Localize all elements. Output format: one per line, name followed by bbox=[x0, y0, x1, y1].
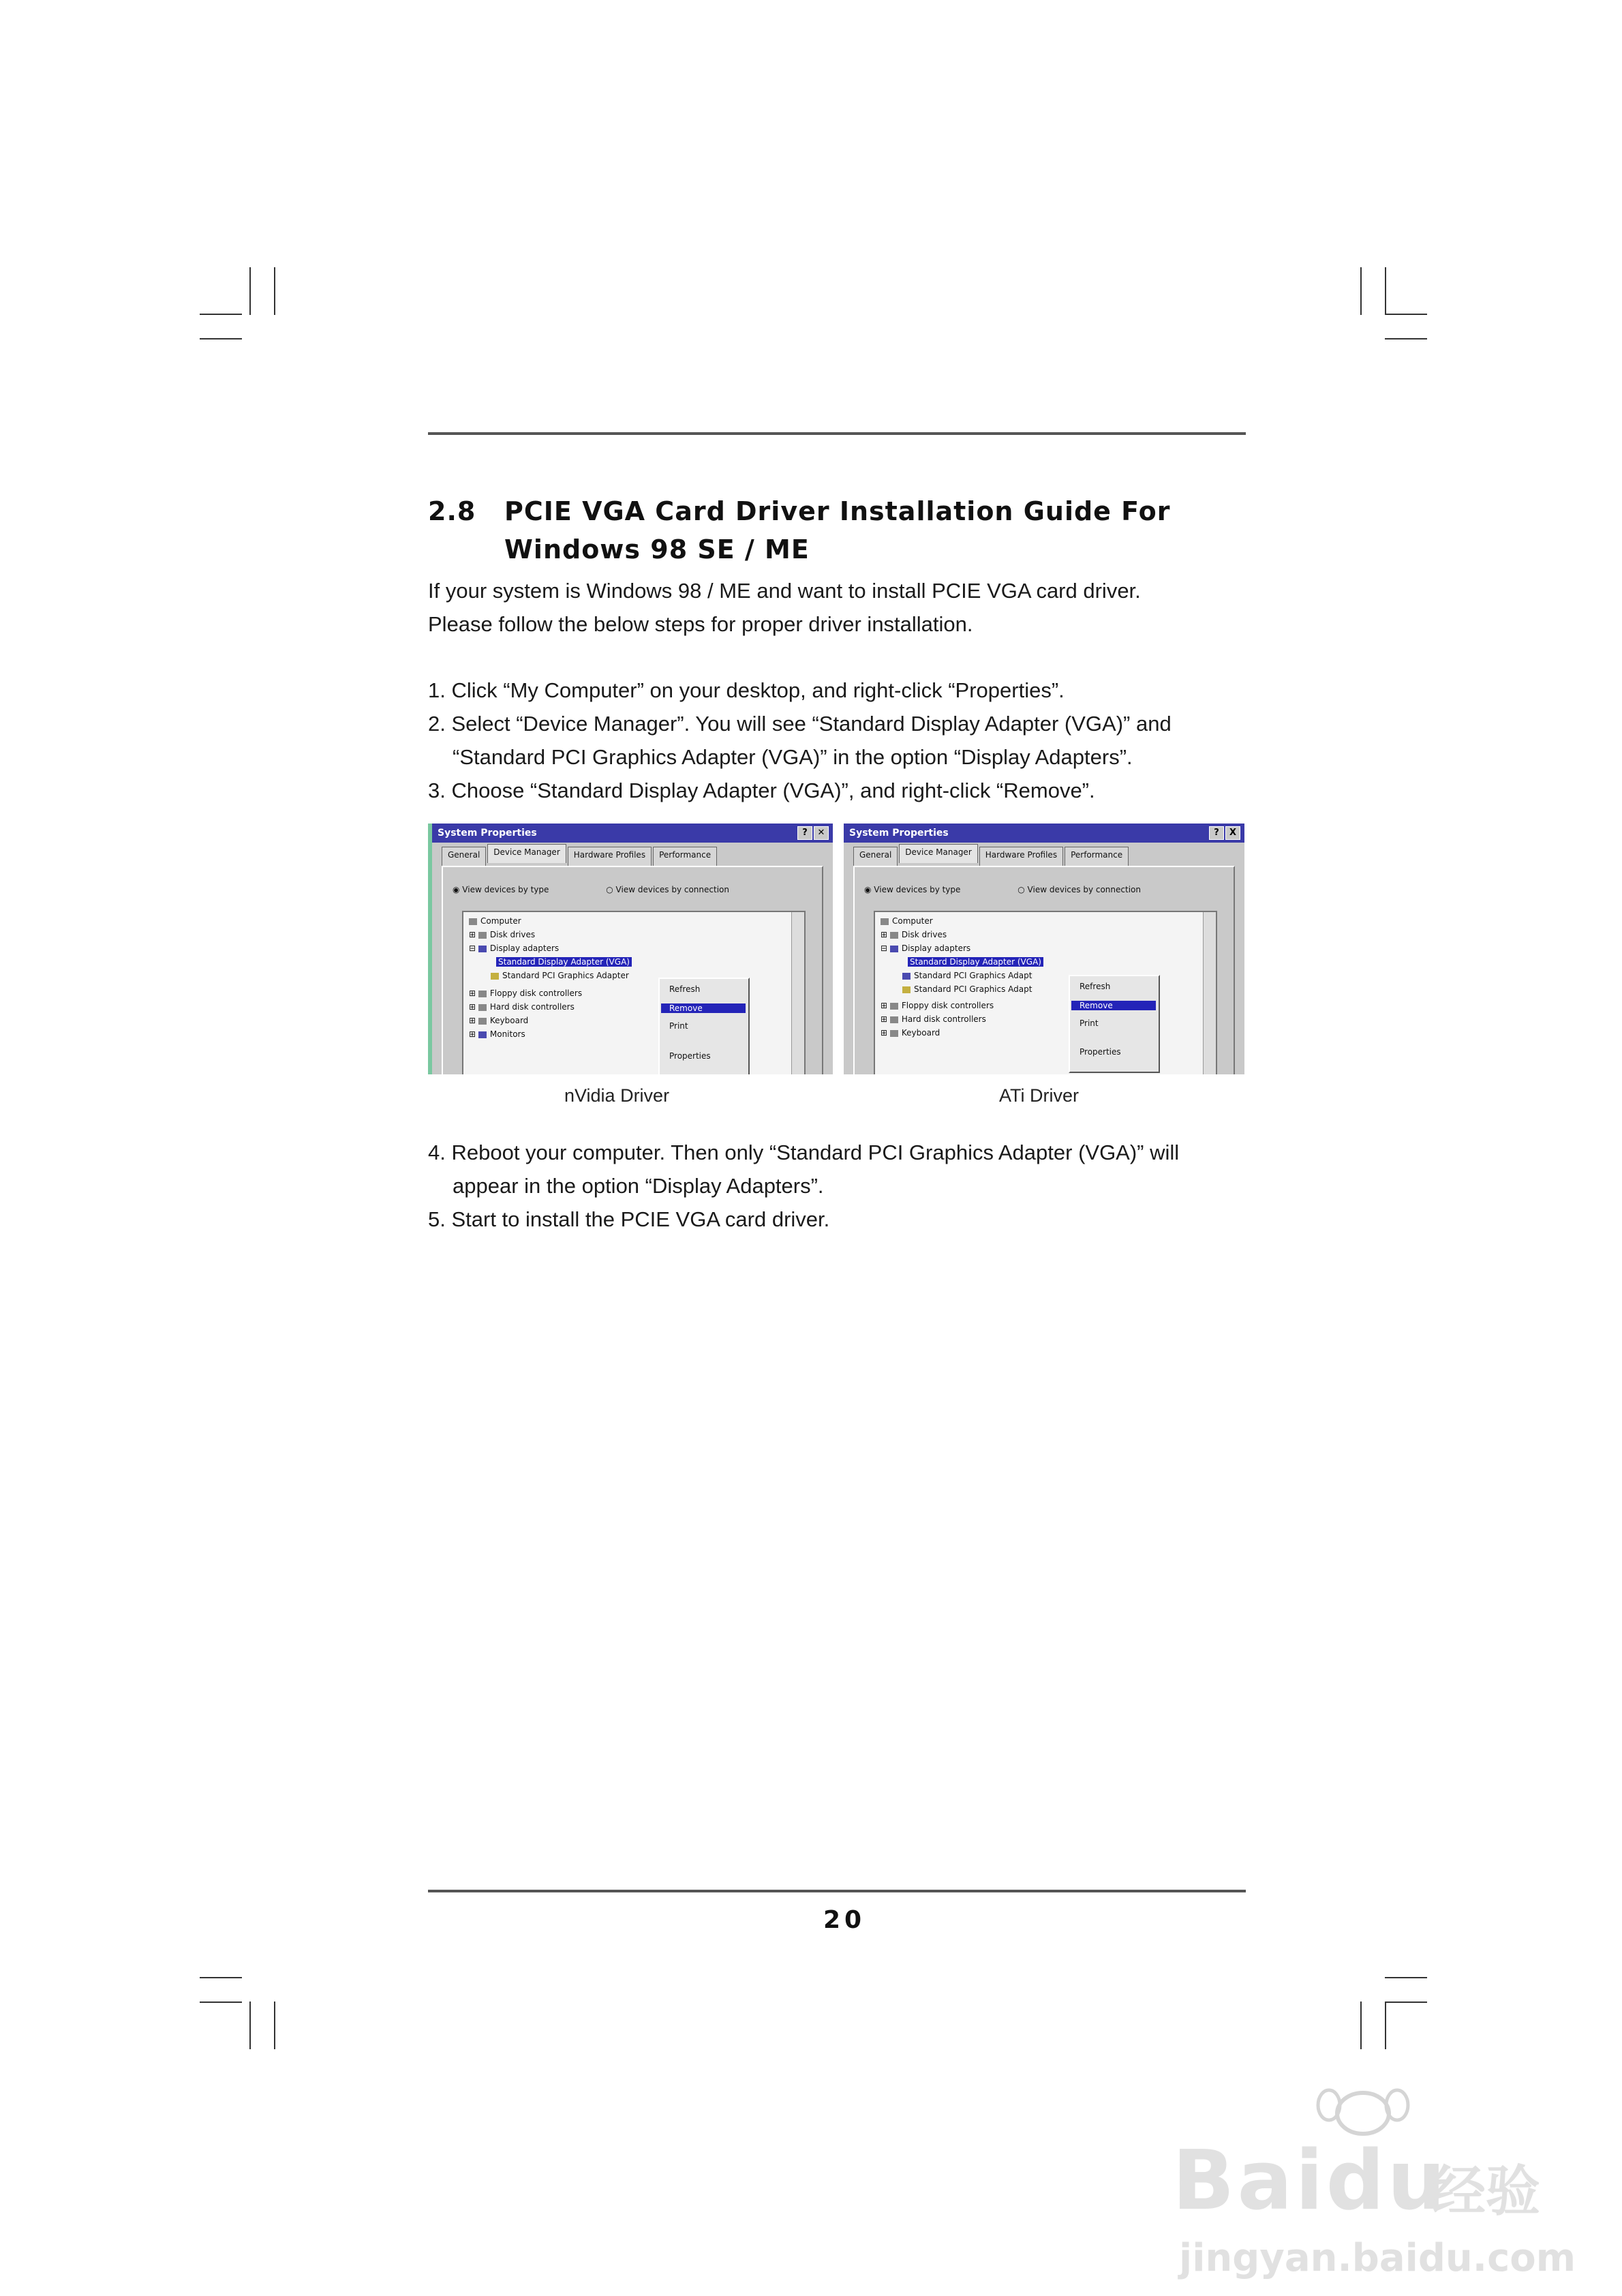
radio-by-connection[interactable]: ○ View devices by connection bbox=[1017, 885, 1141, 894]
computer-icon bbox=[881, 918, 889, 925]
section-heading bbox=[428, 492, 1170, 569]
disk-icon bbox=[478, 932, 487, 939]
menu-print[interactable]: Print bbox=[1080, 1018, 1099, 1028]
monitor-icon bbox=[478, 1031, 487, 1038]
window-title: System Properties bbox=[438, 828, 537, 839]
floppy-icon bbox=[890, 1003, 898, 1010]
crop-mark bbox=[1385, 2002, 1386, 2049]
watermark-brand: Baidu bbox=[1172, 2134, 1448, 2229]
window-titlebar bbox=[844, 824, 1244, 843]
watermark-cn: 经验 bbox=[1431, 2160, 1540, 2223]
scrollbar[interactable] bbox=[791, 912, 804, 1074]
screenshot-ati bbox=[844, 824, 1244, 1074]
view-radios bbox=[864, 885, 1195, 894]
tab-device-manager[interactable]: Device Manager bbox=[899, 844, 977, 863]
window-titlebar bbox=[432, 824, 833, 843]
footer-rule bbox=[428, 1890, 1246, 1892]
steps-list bbox=[428, 674, 1172, 807]
crop-mark bbox=[1360, 267, 1362, 315]
tree-item[interactable]: Computer bbox=[881, 916, 933, 926]
view-radios bbox=[453, 885, 784, 894]
tab-hardware-profiles[interactable]: Hardware Profiles bbox=[568, 847, 652, 866]
steps-list-continued bbox=[428, 1136, 1179, 1236]
crop-mark bbox=[200, 1977, 242, 1978]
menu-refresh[interactable]: Refresh bbox=[669, 984, 701, 994]
screenshot-nvidia bbox=[428, 824, 833, 1074]
close-button[interactable]: ✕ bbox=[814, 826, 829, 840]
page-number: 20 bbox=[823, 1906, 866, 1934]
crop-mark bbox=[1385, 267, 1386, 315]
help-button[interactable]: ? bbox=[797, 826, 812, 840]
menu-print[interactable]: Print bbox=[669, 1021, 688, 1031]
display-icon bbox=[890, 946, 898, 952]
intro-line: Please follow the below steps for proper driver installation. bbox=[428, 612, 973, 636]
floppy-icon bbox=[478, 991, 487, 997]
tree-item[interactable]: ⊞ Hard disk controllers bbox=[469, 1002, 575, 1012]
step-4: 4. Reboot your computer. Then only “Standard PCI Graphics Adapter (VGA)” will bbox=[428, 1141, 1180, 1164]
tree-item[interactable]: ⊞ Floppy disk controllers bbox=[469, 988, 583, 998]
tree-item[interactable]: ⊞ Keyboard bbox=[469, 1016, 529, 1025]
tree-item[interactable]: ⊞ Disk drives bbox=[881, 930, 947, 939]
radio-by-connection[interactable]: ○ View devices by connection bbox=[606, 885, 729, 894]
hdd-icon bbox=[478, 1004, 487, 1011]
intro-paragraph bbox=[428, 574, 1141, 641]
crop-mark bbox=[1385, 1977, 1427, 1978]
tab-bar bbox=[853, 847, 1130, 866]
step-1: 1. Click “My Computer” on your desktop, and right-click “Properties”. bbox=[428, 678, 1065, 702]
step-4-cont: appear in the option “Display Adapters”. bbox=[453, 1174, 824, 1198]
crop-mark bbox=[200, 338, 242, 339]
watermark-url: jingyan.baidu.com bbox=[1179, 2236, 1576, 2280]
hdd-icon bbox=[890, 1016, 898, 1023]
section-number: 2.8 bbox=[428, 496, 476, 526]
crop-mark bbox=[274, 2002, 275, 2049]
display-icon bbox=[491, 973, 499, 980]
crop-mark bbox=[1360, 2002, 1362, 2049]
menu-refresh[interactable]: Refresh bbox=[1080, 982, 1111, 991]
tree-item[interactable]: Standard PCI Graphics Adapter bbox=[491, 971, 629, 980]
menu-remove[interactable]: Remove bbox=[1071, 1001, 1156, 1010]
step-5: 5. Start to install the PCIE VGA card driver. bbox=[428, 1207, 830, 1231]
display-icon bbox=[902, 986, 911, 993]
crop-mark bbox=[200, 314, 242, 315]
crop-mark bbox=[200, 2002, 242, 2003]
crop-mark bbox=[1385, 314, 1427, 315]
computer-icon bbox=[469, 918, 477, 925]
disk-icon bbox=[890, 932, 898, 939]
tree-item[interactable]: ⊞ Floppy disk controllers bbox=[881, 1001, 994, 1010]
tab-device-manager[interactable]: Device Manager bbox=[487, 844, 566, 863]
caption-nvidia: nVidia Driver bbox=[564, 1085, 670, 1106]
menu-properties[interactable]: Properties bbox=[1080, 1047, 1121, 1057]
tree-item-selected[interactable]: Standard Display Adapter (VGA) bbox=[496, 957, 632, 967]
step-2-cont: “Standard PCI Graphics Adapter (VGA)” in the option “Display Adapters”. bbox=[453, 745, 1133, 769]
tree-item[interactable]: ⊟ Display adapters bbox=[469, 943, 560, 953]
header-rule bbox=[428, 432, 1246, 435]
step-2: 2. Select “Device Manager”. You will see “Standard Display Adapter (VGA)” and bbox=[428, 712, 1172, 736]
menu-remove[interactable]: Remove bbox=[661, 1003, 746, 1013]
close-button[interactable]: X bbox=[1225, 826, 1240, 840]
crop-mark bbox=[274, 267, 275, 315]
context-menu bbox=[658, 978, 750, 1074]
crop-mark bbox=[249, 267, 251, 315]
radio-by-type[interactable]: ◉ View devices by type bbox=[453, 885, 549, 894]
display-icon bbox=[478, 946, 487, 952]
intro-line: If your system is Windows 98 / ME and want to install PCIE VGA card driver. bbox=[428, 579, 1141, 603]
scrollbar[interactable] bbox=[1203, 912, 1216, 1074]
tree-item[interactable]: ⊞ Keyboard bbox=[881, 1028, 940, 1038]
tab-performance[interactable]: Performance bbox=[1065, 847, 1129, 866]
keyboard-icon bbox=[478, 1018, 487, 1025]
crop-mark bbox=[1385, 338, 1427, 339]
crop-mark bbox=[249, 2002, 251, 2049]
tab-bar bbox=[442, 847, 718, 866]
tree-item[interactable]: Standard PCI Graphics Adapt bbox=[902, 984, 1032, 994]
tab-general[interactable]: General bbox=[853, 847, 898, 866]
tab-general[interactable]: General bbox=[442, 847, 486, 866]
keyboard-icon bbox=[890, 1030, 898, 1037]
heading-line1: PCIE VGA Card Driver Installation Guide For bbox=[504, 496, 1171, 526]
tree-item-selected[interactable]: Standard Display Adapter (VGA) bbox=[908, 957, 1043, 967]
tab-performance[interactable]: Performance bbox=[653, 847, 717, 866]
step-3: 3. Choose “Standard Display Adapter (VGA)”, and right-click “Remove”. bbox=[428, 779, 1095, 802]
tree-item[interactable]: Computer bbox=[469, 916, 521, 926]
heading-line2: Windows 98 SE / ME bbox=[504, 534, 810, 564]
baidu-watermark bbox=[1159, 2072, 1576, 2280]
display-icon bbox=[902, 973, 911, 980]
tree-item[interactable]: ⊞ Disk drives bbox=[469, 930, 536, 939]
window-title: System Properties bbox=[849, 828, 949, 839]
device-tree bbox=[874, 911, 1217, 1074]
tree-item[interactable]: ⊞ Monitors bbox=[469, 1029, 525, 1039]
device-tree bbox=[462, 911, 806, 1074]
caption-ati: ATi Driver bbox=[999, 1085, 1079, 1106]
radio-by-type[interactable]: ◉ View devices by type bbox=[864, 885, 961, 894]
tree-item[interactable]: ⊞ Hard disk controllers bbox=[881, 1014, 986, 1024]
context-menu bbox=[1069, 975, 1160, 1073]
crop-mark bbox=[1385, 2002, 1427, 2003]
tab-hardware-profiles[interactable]: Hardware Profiles bbox=[979, 847, 1063, 866]
tree-item[interactable]: Standard PCI Graphics Adapt bbox=[902, 971, 1032, 980]
help-button[interactable]: ? bbox=[1209, 826, 1224, 840]
tree-item[interactable]: ⊟ Display adapters bbox=[881, 943, 971, 953]
menu-properties[interactable]: Properties bbox=[669, 1051, 711, 1061]
